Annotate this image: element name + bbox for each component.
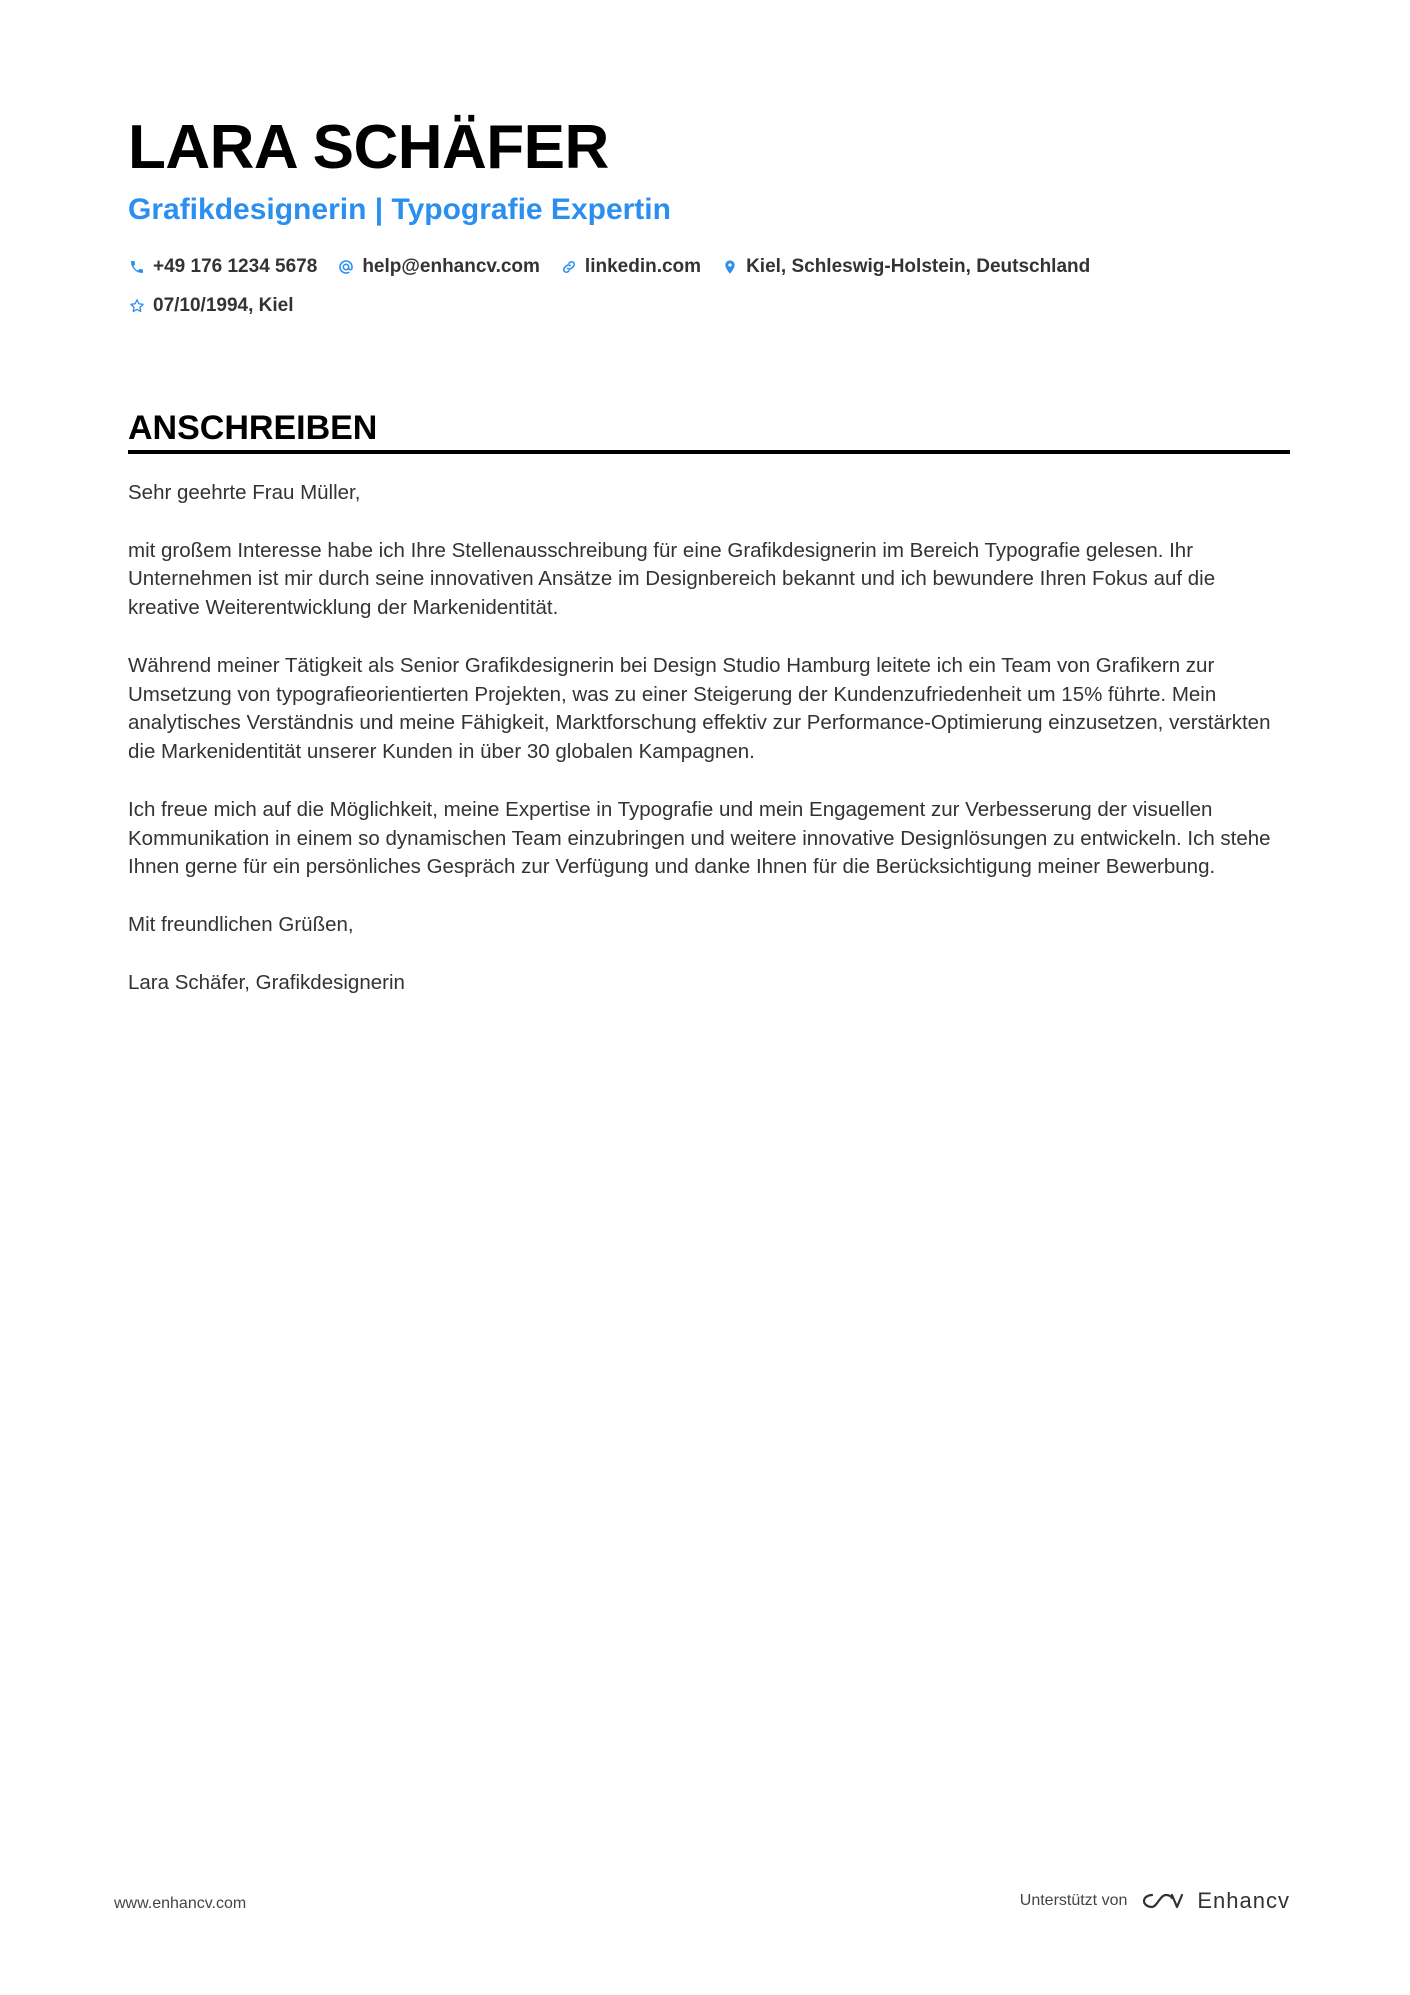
phone-text: +49 176 1234 5678 bbox=[153, 256, 318, 277]
letter-paragraph: Ich freue mich auf die Möglichkeit, meine Expertise in Typografie und mein Engagement zur Verbesserung der visuellen Kommunikation in einem so dynamischen Team einzubringen und weitere innovative Designlösungen zu entwickeln. Ich stehe Ihnen gerne für ein persönliches Gespräch zur Verfügung und danke Ihnen für die Berücksichtigung meiner Bewerbung. bbox=[128, 797, 1271, 879]
contact-email[interactable] bbox=[337, 256, 540, 278]
candidate-title: Grafikdesignerin | Typografie Expertin bbox=[128, 193, 671, 226]
at-icon bbox=[337, 258, 355, 276]
section-divider bbox=[128, 450, 1290, 454]
candidate-name: LARA SCHÄFER bbox=[128, 113, 609, 182]
contact-website[interactable] bbox=[560, 256, 701, 278]
contact-birth bbox=[128, 295, 294, 317]
section-title: ANSCHREIBEN bbox=[128, 409, 378, 447]
contact-phone[interactable] bbox=[128, 256, 317, 278]
footer-website[interactable]: www.enhancv.com bbox=[114, 1895, 247, 1912]
contact-row bbox=[128, 293, 1290, 319]
letter-greeting: Sehr geehrte Frau Müller, bbox=[128, 481, 361, 504]
contact-info bbox=[128, 254, 1290, 332]
link-icon bbox=[560, 258, 578, 276]
location-text: Kiel, Schleswig-Holstein, Deutschland bbox=[746, 256, 1091, 277]
birth-text: 07/10/1994, Kiel bbox=[153, 295, 294, 316]
star-icon bbox=[128, 297, 146, 315]
footer-branding[interactable] bbox=[1020, 1888, 1290, 1914]
powered-by-label: Unterstützt von bbox=[1019, 1892, 1128, 1909]
brand-name: Enhancv bbox=[1197, 1888, 1290, 1913]
letter-paragraph: Während meiner Tätigkeit als Senior Grafikdesignerin bei Design Studio Hamburg leitete ich ein Team von Grafikern zur Umsetzung von typografieorientierten Projekten, was zu einer Steigerung der Kundenzufriedenheit um 15% führte. Mein analytisches Verständnis und meine Fähigkeit, Marktforschung effektiv zur Performance-Optimierung einzusetzen, verstärkten die Markenidentität unserer Kunden in über 30 globalen Kampagnen. bbox=[128, 653, 1271, 764]
email-text: help@enhancv.com bbox=[362, 256, 540, 277]
enhancv-logo-icon bbox=[1139, 1889, 1185, 1913]
letter-closing: Mit freundlichen Grüßen, bbox=[128, 912, 354, 936]
contact-row bbox=[128, 254, 1290, 280]
cover-letter-body bbox=[128, 479, 1290, 1026]
website-text: linkedin.com bbox=[584, 256, 702, 277]
letter-signature: Lara Schäfer, Grafikdesignerin bbox=[128, 970, 405, 994]
phone-icon bbox=[128, 258, 146, 276]
letter-paragraph: mit großem Interesse habe ich Ihre Stellenausschreibung für eine Grafikdesignerin im Bereich Typografie gelesen. Ihr Unternehmen ist mir durch seine innovativen Ansätze im Designbereich bekannt und ich bewundere Ihren Fokus auf die kreative Weiterentwicklung der Markenidentität. bbox=[128, 538, 1216, 620]
map-pin-icon bbox=[721, 258, 739, 276]
contact-location bbox=[721, 256, 1090, 278]
